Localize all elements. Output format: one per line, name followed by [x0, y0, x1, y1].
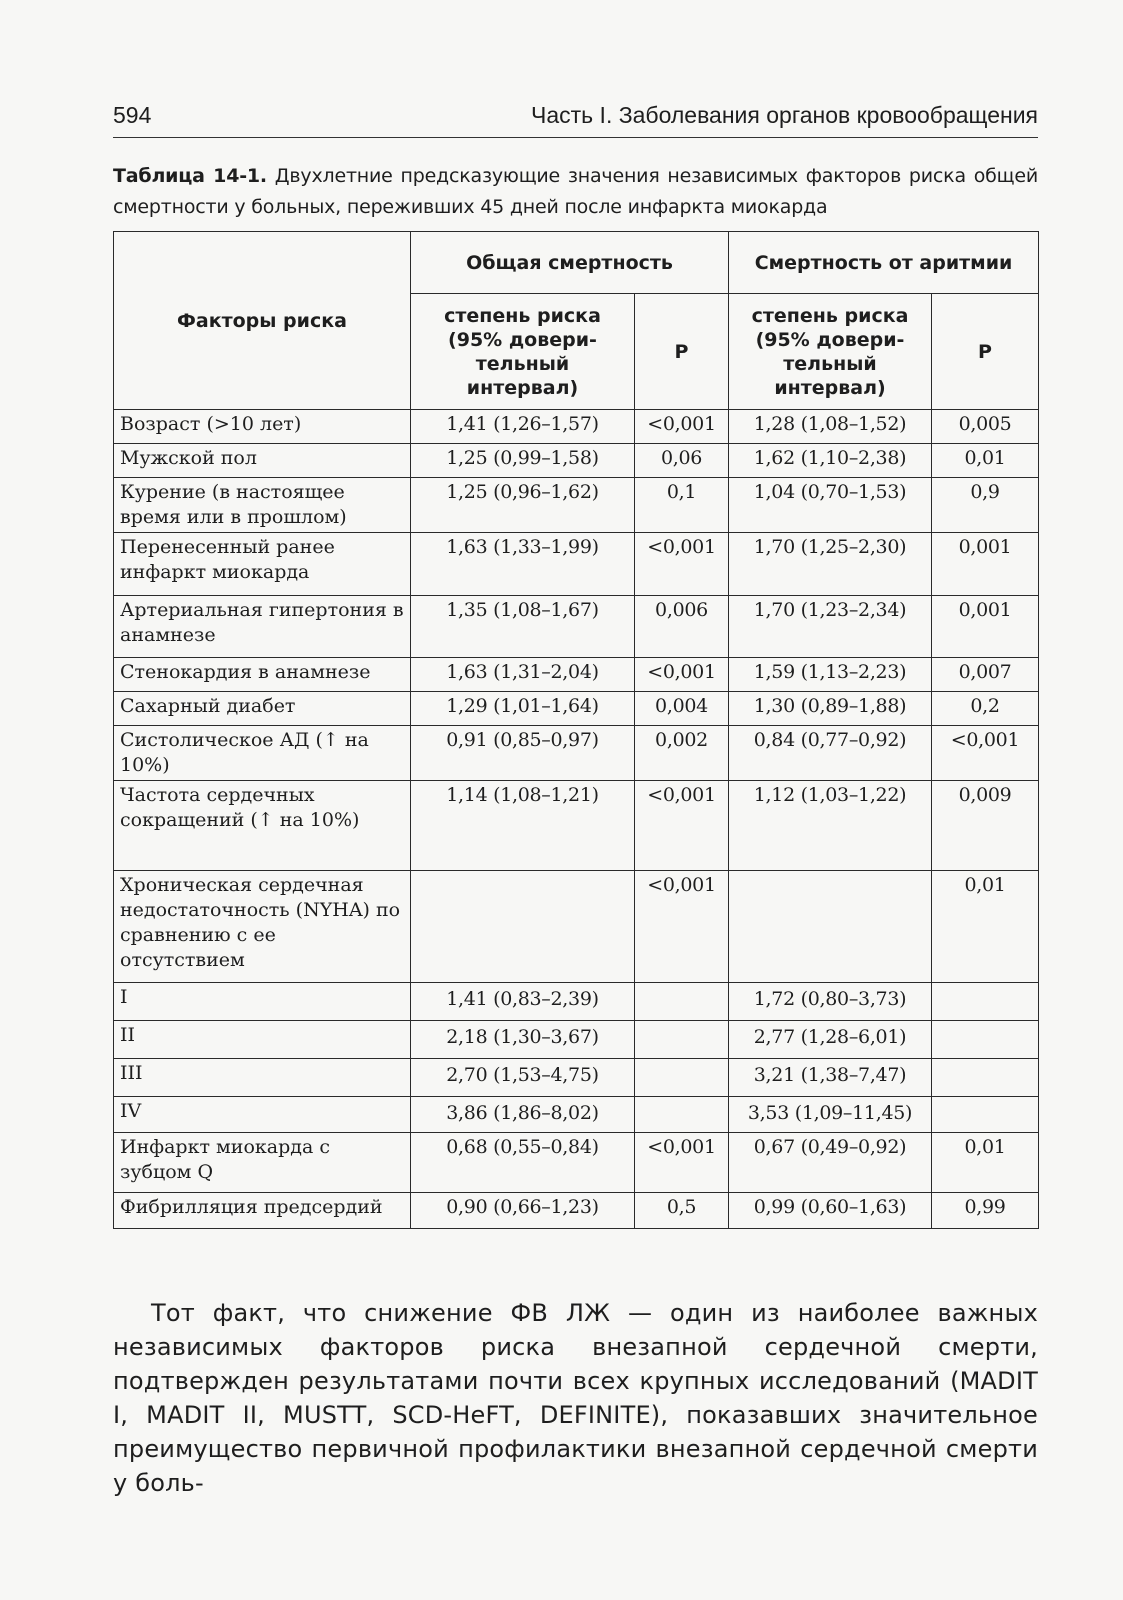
table-row [114, 596, 1039, 658]
total-risk-ci-cell: 1,25 (0,96–1,62) [411, 478, 635, 533]
header-arrhythmia-mortality: Смертность от аритмии [729, 232, 1039, 294]
risk-factor-cell: Мужской пол [114, 444, 411, 478]
table-row [114, 658, 1039, 692]
arrhythmia-p-cell [932, 1021, 1039, 1059]
total-p-cell: <0,001 [635, 781, 729, 871]
risk-factors-table [113, 231, 1039, 1229]
header-total-mortality: Общая смертность [411, 232, 729, 294]
table-row [114, 692, 1039, 726]
arrhythmia-risk-ci-cell: 1,28 (1,08–1,52) [729, 410, 932, 444]
table-row [114, 478, 1039, 533]
header-factors: Факторы риска [114, 232, 411, 410]
total-risk-ci-cell: 1,41 (0,83–2,39) [411, 983, 635, 1021]
table-row [114, 1193, 1039, 1229]
table-row [114, 1059, 1039, 1097]
body-paragraph-text: Тот факт, что снижение ФВ ЛЖ — один из наиболее важных независимых факторов риска внезапной сердечной смерти, подтвержден результатами почти всех крупных исследований (MADIT I, MADIT II, MUSTT, SCD-HeFT, DEFINITE), показавших значительное преимущество первичной профилактики внезапной сердечной смерти у боль- [113, 1299, 1038, 1497]
total-p-cell: 0,002 [635, 726, 729, 781]
total-p-cell: 0,006 [635, 596, 729, 658]
table-body [114, 410, 1039, 1229]
table-caption-label: Таблица 14-1. [113, 165, 267, 187]
arrhythmia-risk-ci-cell: 3,21 (1,38–7,47) [729, 1059, 932, 1097]
total-p-cell: 0,004 [635, 692, 729, 726]
page-number: 594 [113, 102, 152, 128]
table-row [114, 444, 1039, 478]
arrhythmia-p-cell [932, 983, 1039, 1021]
arrhythmia-risk-ci-cell: 3,53 (1,09–11,45) [729, 1097, 932, 1133]
total-p-cell: <0,001 [635, 658, 729, 692]
total-p-cell [635, 1097, 729, 1133]
arrhythmia-p-cell: <0,001 [932, 726, 1039, 781]
arrhythmia-risk-ci-cell [729, 871, 932, 983]
table-row [114, 726, 1039, 781]
table-row [114, 1133, 1039, 1193]
risk-factor-cell: II [114, 1021, 411, 1059]
risk-factor-cell: Частота сердечных сокращений (↑ на 10%) [114, 781, 411, 871]
total-p-cell: 0,5 [635, 1193, 729, 1229]
risk-factor-cell: Хроническая сердечная недостаточность (NYHA) по сравнению с ее отсутствием [114, 871, 411, 983]
arrhythmia-p-cell: 0,9 [932, 478, 1039, 533]
total-p-cell: 0,06 [635, 444, 729, 478]
table-caption-text: Двухлетние предсказующие значения независимых факторов риска общей смертности у больных, переживших 45 дней после инфаркта миокарда [113, 165, 1038, 218]
arrhythmia-p-cell: 0,2 [932, 692, 1039, 726]
total-p-cell: <0,001 [635, 410, 729, 444]
total-risk-ci-cell: 1,63 (1,33–1,99) [411, 533, 635, 596]
header-total-p: Р [635, 294, 729, 410]
risk-factor-cell: Перенесенный ранее инфаркт миокарда [114, 533, 411, 596]
arrhythmia-risk-ci-cell: 0,99 (0,60–1,63) [729, 1193, 932, 1229]
total-risk-ci-cell: 2,70 (1,53–4,75) [411, 1059, 635, 1097]
header-total-risk-ci: степень риска (95% довери-тельный интервал) [411, 294, 635, 410]
total-p-cell [635, 1059, 729, 1097]
total-p-cell: <0,001 [635, 871, 729, 983]
risk-factor-cell: Систолическое АД (↑ на 10%) [114, 726, 411, 781]
total-p-cell: <0,001 [635, 533, 729, 596]
arrhythmia-p-cell: 0,01 [932, 1133, 1039, 1193]
arrhythmia-p-cell: 0,005 [932, 410, 1039, 444]
arrhythmia-risk-ci-cell: 1,72 (0,80–3,73) [729, 983, 932, 1021]
risk-factor-cell: Инфаркт миокарда с зубцом Q [114, 1133, 411, 1193]
arrhythmia-risk-ci-cell: 0,67 (0,49–0,92) [729, 1133, 932, 1193]
arrhythmia-risk-ci-cell: 1,59 (1,13–2,23) [729, 658, 932, 692]
arrhythmia-risk-ci-cell: 1,04 (0,70–1,53) [729, 478, 932, 533]
total-risk-ci-cell: 3,86 (1,86–8,02) [411, 1097, 635, 1133]
total-risk-ci-cell: 0,90 (0,66–1,23) [411, 1193, 635, 1229]
table-row [114, 1097, 1039, 1133]
table-caption [113, 161, 1038, 223]
body-paragraph [113, 1296, 1038, 1500]
risk-factor-cell: Артериальная гипертония в анамнезе [114, 596, 411, 658]
header-arrhythmia-p: Р [932, 294, 1039, 410]
risk-factor-cell: Возраст (>10 лет) [114, 410, 411, 444]
total-risk-ci-cell: 1,35 (1,08–1,67) [411, 596, 635, 658]
arrhythmia-p-cell: 0,007 [932, 658, 1039, 692]
total-risk-ci-cell: 0,91 (0,85–0,97) [411, 726, 635, 781]
arrhythmia-p-cell: 0,001 [932, 533, 1039, 596]
total-risk-ci-cell: 1,63 (1,31–2,04) [411, 658, 635, 692]
risk-factor-cell: Сахарный диабет [114, 692, 411, 726]
arrhythmia-p-cell: 0,001 [932, 596, 1039, 658]
table-row [114, 781, 1039, 871]
total-p-cell: <0,001 [635, 1133, 729, 1193]
running-head: Часть I. Заболевания органов кровообращения [531, 102, 1038, 128]
risk-factor-cell: I [114, 983, 411, 1021]
total-p-cell: 0,1 [635, 478, 729, 533]
table-row [114, 1021, 1039, 1059]
risk-factor-cell: Курение (в настоящее время или в прошлом) [114, 478, 411, 533]
arrhythmia-p-cell: 0,009 [932, 781, 1039, 871]
total-p-cell [635, 983, 729, 1021]
table-row [114, 871, 1039, 983]
total-risk-ci-cell: 2,18 (1,30–3,67) [411, 1021, 635, 1059]
arrhythmia-risk-ci-cell: 2,77 (1,28–6,01) [729, 1021, 932, 1059]
arrhythmia-risk-ci-cell: 1,70 (1,25–2,30) [729, 533, 932, 596]
page-header [113, 95, 1038, 138]
arrhythmia-risk-ci-cell: 1,30 (0,89–1,88) [729, 692, 932, 726]
total-p-cell [635, 1021, 729, 1059]
total-risk-ci-cell: 1,29 (1,01–1,64) [411, 692, 635, 726]
arrhythmia-risk-ci-cell: 1,62 (1,10–2,38) [729, 444, 932, 478]
arrhythmia-p-cell [932, 1097, 1039, 1133]
arrhythmia-risk-ci-cell: 1,70 (1,23–2,34) [729, 596, 932, 658]
total-risk-ci-cell: 1,25 (0,99–1,58) [411, 444, 635, 478]
total-risk-ci-cell: 0,68 (0,55–0,84) [411, 1133, 635, 1193]
arrhythmia-risk-ci-cell: 1,12 (1,03–1,22) [729, 781, 932, 871]
total-risk-ci-cell: 1,41 (1,26–1,57) [411, 410, 635, 444]
total-risk-ci-cell [411, 871, 635, 983]
table-row [114, 533, 1039, 596]
arrhythmia-p-cell: 0,01 [932, 444, 1039, 478]
risk-factor-cell: IV [114, 1097, 411, 1133]
total-risk-ci-cell: 1,14 (1,08–1,21) [411, 781, 635, 871]
risk-factor-cell: Фибрилляция предсердий [114, 1193, 411, 1229]
arrhythmia-p-cell: 0,01 [932, 871, 1039, 983]
header-arrhythmia-risk-ci: степень риска (95% довери-тельный интервал) [729, 294, 932, 410]
arrhythmia-p-cell: 0,99 [932, 1193, 1039, 1229]
table-row [114, 983, 1039, 1021]
risk-factor-cell: III [114, 1059, 411, 1097]
arrhythmia-p-cell [932, 1059, 1039, 1097]
arrhythmia-risk-ci-cell: 0,84 (0,77–0,92) [729, 726, 932, 781]
table-row [114, 410, 1039, 444]
risk-factor-cell: Стенокардия в анамнезе [114, 658, 411, 692]
